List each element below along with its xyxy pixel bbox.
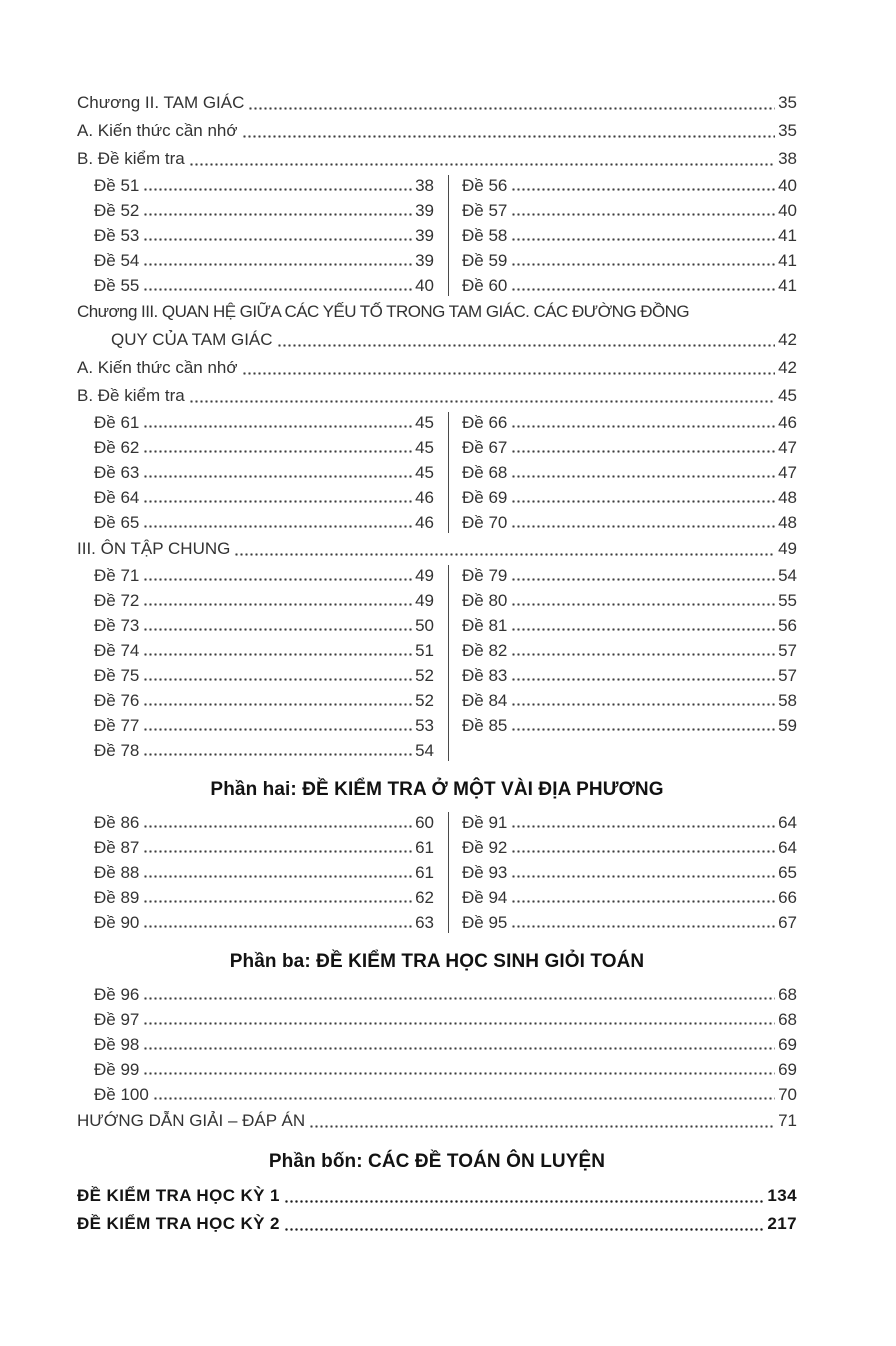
- toc-row-label: Đề 58: [462, 226, 508, 245]
- dot-leader: [284, 1200, 765, 1203]
- block-de-86-95: [77, 810, 797, 935]
- toc-row: [462, 910, 797, 935]
- toc-row-label: Đề 88: [94, 863, 140, 882]
- toc-row-label: Đề 83: [462, 666, 508, 685]
- page-number: 61: [415, 838, 434, 857]
- dot-leader: [143, 425, 412, 428]
- toc-row-label: III. ÔN TẬP CHUNG: [77, 539, 231, 558]
- dot-leader: [143, 925, 412, 928]
- toc-row-label: Đề 59: [462, 251, 508, 270]
- dot-leader: [143, 628, 412, 631]
- ontap-chung-row: [77, 535, 797, 563]
- chapter3-title-text: Chương III. QUAN HỆ GIỮA CÁC YẾU TỐ TRONG TAM GIÁC. CÁC ĐƯỜNG ĐỒNG: [77, 302, 690, 321]
- dot-leader: [143, 288, 412, 291]
- dot-leader: [143, 213, 412, 216]
- page-number: 48: [778, 488, 797, 507]
- toc-row-label: Đề 66: [462, 413, 508, 432]
- toc-row-label: Đề 80: [462, 591, 508, 610]
- page-number: 45: [415, 438, 434, 457]
- toc-row: [77, 435, 434, 460]
- toc-row: [462, 173, 797, 198]
- dot-leader: [143, 850, 412, 853]
- toc-row: [77, 273, 434, 298]
- toc-row: [462, 835, 797, 860]
- toc-row: [462, 810, 797, 835]
- toc-row: [462, 248, 797, 273]
- toc-row-label: Đề 70: [462, 513, 508, 532]
- toc-row-label: Đề 96: [94, 985, 140, 1004]
- page-number: 39: [415, 201, 434, 220]
- page-number: 56: [778, 616, 797, 635]
- page-number: 55: [778, 591, 797, 610]
- dot-leader: [153, 1097, 775, 1100]
- dot-leader: [143, 728, 412, 731]
- dot-leader: [511, 525, 775, 528]
- toc-row-label: Đề 95: [462, 913, 508, 932]
- page-number: 59: [778, 716, 797, 735]
- toc-row-label: B. Đề kiểm tra: [77, 149, 185, 168]
- toc-row: [77, 510, 434, 535]
- toc-row-label: Đề 55: [94, 276, 140, 295]
- page-number: 46: [415, 488, 434, 507]
- page-number: 57: [778, 666, 797, 685]
- dot-leader: [143, 238, 412, 241]
- dot-leader: [248, 107, 775, 110]
- toc-row: [462, 713, 797, 738]
- toc-row: [77, 460, 434, 485]
- toc-row: [77, 910, 434, 935]
- toc-row: [462, 510, 797, 535]
- dot-leader: [284, 1228, 765, 1231]
- part2-heading: Phần hai: ĐỀ KIỂM TRA Ở MỘT VÀI ĐỊA PHƯƠNG: [210, 779, 664, 800]
- toc-row-label: A. Kiến thức cần nhớ: [77, 358, 238, 377]
- dot-leader: [511, 213, 775, 216]
- toc-row: [77, 382, 797, 410]
- toc-row-label: Đề 92: [462, 838, 508, 857]
- page-number: 38: [415, 176, 434, 195]
- dot-leader: [277, 344, 776, 347]
- toc-row-label: Đề 56: [462, 176, 508, 195]
- page-number: 39: [415, 251, 434, 270]
- toc-row-label: Chương II. TAM GIÁC: [77, 93, 245, 112]
- block-de-86-95-left: [77, 810, 448, 935]
- toc-row: [462, 273, 797, 298]
- dot-leader: [242, 135, 776, 138]
- toc-row: [462, 563, 797, 588]
- solutions-row: [77, 1107, 797, 1135]
- toc-row-label: Đề 77: [94, 716, 140, 735]
- page-number: 69: [778, 1035, 797, 1054]
- toc-row-label: Đề 64: [94, 488, 140, 507]
- toc-row-label: Đề 90: [94, 913, 140, 932]
- part4-heading: Phần bốn: CÁC ĐỀ TOÁN ÔN LUYỆN: [268, 1151, 606, 1172]
- page-number: 35: [778, 93, 797, 112]
- block-de-96-100: [77, 982, 797, 1107]
- dot-leader: [511, 238, 775, 241]
- dot-leader: [143, 653, 412, 656]
- toc-row: [462, 460, 797, 485]
- toc-row: [77, 354, 797, 382]
- dot-leader: [143, 678, 412, 681]
- page-number: 60: [415, 813, 434, 832]
- block-de-71-85-right: [449, 563, 797, 763]
- dot-leader: [143, 753, 412, 756]
- toc-row-label: Đề 67: [462, 438, 508, 457]
- toc-row-label: Đề 74: [94, 641, 140, 660]
- toc-row: [77, 688, 434, 713]
- page-number: 45: [415, 463, 434, 482]
- toc-row-bold: [77, 1182, 797, 1210]
- toc-row-label: Đề 63: [94, 463, 140, 482]
- chapter3-title-line1: [77, 298, 797, 326]
- dot-leader: [511, 578, 775, 581]
- block-de-61-70: [77, 410, 797, 535]
- page-number: 64: [778, 838, 797, 857]
- toc-row-label: Đề 78: [94, 741, 140, 760]
- dot-leader: [143, 578, 412, 581]
- toc-row-label: Đề 57: [462, 201, 508, 220]
- toc-row: [462, 198, 797, 223]
- toc-row-label: Đề 65: [94, 513, 140, 532]
- dot-leader: [511, 475, 775, 478]
- toc-row-label: Đề 62: [94, 438, 140, 457]
- toc-row: [77, 1057, 797, 1082]
- toc-row-label: Đề 94: [462, 888, 508, 907]
- toc-row: [77, 563, 434, 588]
- toc-row: [77, 145, 797, 173]
- page-number: 40: [778, 176, 797, 195]
- chapter3-title-line2: [77, 326, 797, 354]
- block-de-71-85-left: [77, 563, 448, 763]
- page-number: 54: [778, 566, 797, 585]
- dot-leader: [511, 425, 775, 428]
- dot-leader: [511, 263, 775, 266]
- chapter3-title-text-cont: QUY CỦA TAM GIÁC: [111, 330, 273, 349]
- toc-row: [77, 638, 434, 663]
- toc-row-label: Đề 79: [462, 566, 508, 585]
- toc-row: [77, 885, 434, 910]
- toc-row: [77, 613, 434, 638]
- toc-row-label: Đề 91: [462, 813, 508, 832]
- toc-row: [77, 410, 434, 435]
- dot-leader: [511, 653, 775, 656]
- toc-row: [77, 173, 434, 198]
- toc-row-label: A. Kiến thức cần nhớ: [77, 121, 238, 140]
- page-number: 41: [778, 251, 797, 270]
- toc-row: [77, 248, 434, 273]
- toc-row-label: Đề 75: [94, 666, 140, 685]
- toc-row: [77, 810, 434, 835]
- dot-leader: [143, 875, 412, 878]
- toc-row-label: Đề 87: [94, 838, 140, 857]
- toc-row-label: B. Đề kiểm tra: [77, 386, 185, 405]
- dot-leader: [511, 188, 775, 191]
- dot-leader: [143, 997, 775, 1000]
- page-number: 63: [415, 913, 434, 932]
- page-number: 54: [415, 741, 434, 760]
- toc-row-label: Đề 97: [94, 1010, 140, 1029]
- page-number: 217: [767, 1214, 797, 1233]
- page-number: 71: [778, 1111, 797, 1130]
- page-number: 45: [415, 413, 434, 432]
- toc-row: [462, 485, 797, 510]
- block-de-71-85: [77, 563, 797, 763]
- block-de-61-70-right: [449, 410, 797, 535]
- page-number: 40: [415, 276, 434, 295]
- toc-row: [77, 223, 434, 248]
- page-number: 49: [415, 591, 434, 610]
- toc-row-label: Đề 84: [462, 691, 508, 710]
- dot-leader: [143, 475, 412, 478]
- page-number: 47: [778, 463, 797, 482]
- toc-row: [462, 663, 797, 688]
- page-number: 134: [767, 1186, 797, 1205]
- page-number: 51: [415, 641, 434, 660]
- dot-leader: [143, 500, 412, 503]
- dot-leader: [143, 1047, 775, 1050]
- page-number: 69: [778, 1060, 797, 1079]
- chapter2-section: [77, 89, 797, 173]
- page-number: 42: [778, 330, 797, 349]
- dot-leader: [143, 825, 412, 828]
- toc-row: [462, 688, 797, 713]
- toc-row: [77, 713, 434, 738]
- dot-leader: [143, 263, 412, 266]
- page-number: 52: [415, 691, 434, 710]
- block-de-86-95-right: [449, 810, 797, 935]
- part4-rows: [77, 1182, 797, 1238]
- toc-row-label: Đề 81: [462, 616, 508, 635]
- toc-row: [462, 885, 797, 910]
- toc-row: [77, 89, 797, 117]
- page-number: 49: [415, 566, 434, 585]
- toc-row: [77, 982, 797, 1007]
- toc-row: [462, 613, 797, 638]
- toc-row-label: Đề 53: [94, 226, 140, 245]
- page-number: 64: [778, 813, 797, 832]
- toc-row: [77, 485, 434, 510]
- toc-row-label: Đề 98: [94, 1035, 140, 1054]
- page-number: 68: [778, 1010, 797, 1029]
- page-number: 49: [778, 539, 797, 558]
- page-number: 61: [415, 863, 434, 882]
- toc-row-label: Đề 89: [94, 888, 140, 907]
- dot-leader: [189, 163, 775, 166]
- page-number: 39: [415, 226, 434, 245]
- toc-row-label: Đề 93: [462, 863, 508, 882]
- dot-leader: [189, 400, 775, 403]
- page-number: 40: [778, 201, 797, 220]
- dot-leader: [143, 450, 412, 453]
- page-number: 58: [778, 691, 797, 710]
- dot-leader: [511, 925, 775, 928]
- page-number: 62: [415, 888, 434, 907]
- dot-leader: [511, 288, 775, 291]
- page-number: 66: [778, 888, 797, 907]
- toc-row-label: Đề 86: [94, 813, 140, 832]
- dot-leader: [309, 1125, 775, 1128]
- page-number: 53: [415, 716, 434, 735]
- page-number: 35: [778, 121, 797, 140]
- page-number: 52: [415, 666, 434, 685]
- dot-leader: [143, 703, 412, 706]
- toc-row: [462, 638, 797, 663]
- dot-leader: [242, 372, 776, 375]
- dot-leader: [511, 875, 775, 878]
- toc-row: [77, 738, 434, 763]
- toc-row: [462, 435, 797, 460]
- toc-row-label: Đề 99: [94, 1060, 140, 1079]
- toc-row-label: Đề 82: [462, 641, 508, 660]
- dot-leader: [143, 525, 412, 528]
- toc-row: [77, 588, 434, 613]
- dot-leader: [511, 678, 775, 681]
- page-number: 65: [778, 863, 797, 882]
- block-de-51-60-left: [77, 173, 448, 298]
- toc-row-label: Đề 76: [94, 691, 140, 710]
- dot-leader: [143, 603, 412, 606]
- dot-leader: [511, 500, 775, 503]
- toc-row-label: Đề 52: [94, 201, 140, 220]
- toc-row-label: Đề 85: [462, 716, 508, 735]
- toc-row-label: Đề 73: [94, 616, 140, 635]
- dot-leader: [511, 850, 775, 853]
- page-number: 46: [415, 513, 434, 532]
- part3-heading: Phần ba: ĐỀ KIỂM TRA HỌC SINH GIỎI TOÁN: [229, 951, 645, 972]
- page-number: 45: [778, 386, 797, 405]
- toc-row: [462, 588, 797, 613]
- toc-row-label: Đề 60: [462, 276, 508, 295]
- page-number: 41: [778, 226, 797, 245]
- toc-row: [77, 1032, 797, 1057]
- page-number: 57: [778, 641, 797, 660]
- page-number: 70: [778, 1085, 797, 1104]
- toc-row: [77, 1082, 797, 1107]
- toc-row-bold: [77, 1210, 797, 1238]
- toc-row-label: Đề 54: [94, 251, 140, 270]
- dot-leader: [234, 553, 775, 556]
- toc-row: [77, 1007, 797, 1032]
- toc-row-label: Đề 61: [94, 413, 140, 432]
- toc-row-label: ĐỀ KIỂM TRA HỌC KỲ 2: [77, 1214, 280, 1233]
- dot-leader: [143, 1022, 775, 1025]
- page-number: 47: [778, 438, 797, 457]
- page-number: 48: [778, 513, 797, 532]
- block-de-51-60-right: [449, 173, 797, 298]
- chapter3-subrows: [77, 354, 797, 410]
- dot-leader: [511, 603, 775, 606]
- toc-row: [77, 198, 434, 223]
- dot-leader: [511, 628, 775, 631]
- toc-row-label: Đề 69: [462, 488, 508, 507]
- dot-leader: [511, 900, 775, 903]
- page-number: 38: [778, 149, 797, 168]
- toc-row-label: Đề 100: [94, 1085, 149, 1104]
- block-de-61-70-left: [77, 410, 448, 535]
- toc-row-label: Đề 51: [94, 176, 140, 195]
- page-number: 42: [778, 358, 797, 377]
- dot-leader: [511, 728, 775, 731]
- toc-row: [77, 117, 797, 145]
- toc-row-label: ĐỀ KIỂM TRA HỌC KỲ 1: [77, 1186, 280, 1205]
- dot-leader: [511, 450, 775, 453]
- dot-leader: [511, 825, 775, 828]
- block-de-51-60: [77, 173, 797, 298]
- page-number: 67: [778, 913, 797, 932]
- toc-row-label: HƯỚNG DẪN GIẢI – ĐÁP ÁN: [77, 1111, 306, 1130]
- page-number: 68: [778, 985, 797, 1004]
- page-number: 41: [778, 276, 797, 295]
- page-number: 46: [778, 413, 797, 432]
- toc-row: [462, 410, 797, 435]
- dot-leader: [143, 1072, 775, 1075]
- toc-row: [462, 860, 797, 885]
- toc-row: [77, 663, 434, 688]
- page-number: 50: [415, 616, 434, 635]
- toc-row-label: Đề 68: [462, 463, 508, 482]
- dot-leader: [143, 900, 412, 903]
- toc-row-label: Đề 71: [94, 566, 140, 585]
- toc-row-label: Đề 72: [94, 591, 140, 610]
- toc-row: [462, 223, 797, 248]
- toc-row: [77, 835, 434, 860]
- toc-row: [77, 860, 434, 885]
- dot-leader: [143, 188, 412, 191]
- dot-leader: [511, 703, 775, 706]
